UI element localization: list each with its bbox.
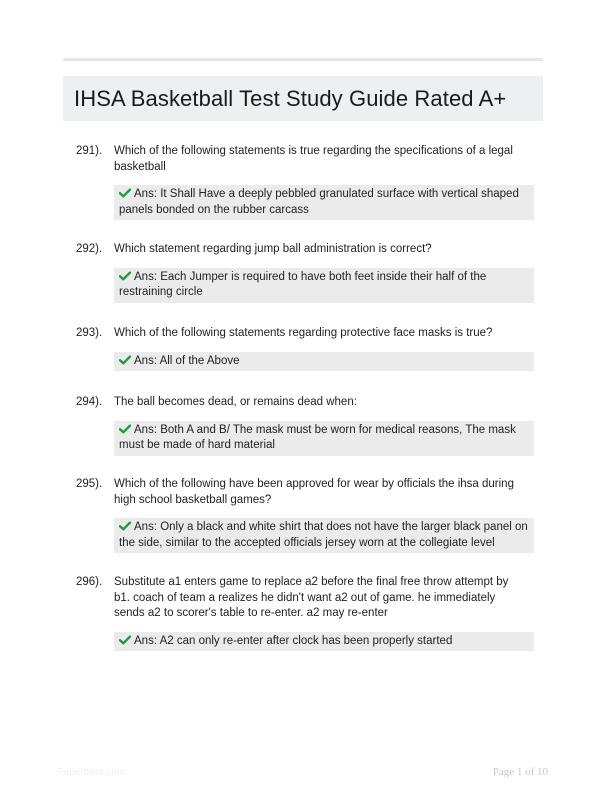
answer-box (114, 185, 534, 220)
checkmark-icon (119, 355, 131, 365)
answer-box (114, 632, 534, 652)
question-number: 292). (76, 243, 103, 255)
answer-text: Ans: It Shall Have a deeply pebbled granulated surface with vertical shaped panels bonded on the rubber carcass (119, 188, 519, 216)
question-number: 294). (76, 396, 103, 408)
checkmark-icon (119, 521, 131, 531)
top-divider (63, 58, 543, 61)
page-indicator: Page 1 of 10 (492, 766, 548, 778)
question-number: 291). (76, 145, 103, 157)
checkmark-icon (119, 635, 131, 645)
answer-text: Ans: All of the Above (134, 354, 240, 367)
answer-text: Ans: Only a black and white shirt that does not have the larger black panel on the side, similar to the accepted officials jersey worn at the collegiate level (119, 521, 528, 549)
answer-text: Ans: Each Jumper is required to have both feet inside their half of the restraining circle (119, 270, 487, 298)
checkmark-icon (119, 188, 131, 198)
qa-item-292 (63, 242, 543, 303)
checkmark-icon (119, 424, 131, 434)
answer-box (114, 352, 534, 372)
qa-item-296 (63, 575, 543, 651)
title-banner (63, 76, 543, 121)
question-text: The ball becomes dead, or remains dead when: (114, 396, 357, 408)
answer-box (114, 268, 534, 303)
qa-item-295 (63, 477, 543, 553)
question-text: Substitute a1 enters game to replace a2 before the final free throw attempt by b1. coach of team a realizes he didn't want a2 out of game. he immediately sends a2 to scorer's table to re-enter. a2 may re-enter (114, 576, 509, 619)
answer-box (114, 518, 534, 553)
answer-box (114, 421, 534, 456)
question-number: 293). (76, 327, 103, 339)
footer-watermark: Paperbliss.com (57, 767, 126, 778)
question-text: Which statement regarding jump ball administration is correct? (114, 243, 432, 255)
question-text: Which of the following statements is true regarding the specifications of a legal basketball (114, 145, 513, 173)
qa-item-294 (63, 395, 543, 456)
document-title: IHSA Basketball Test Study Guide Rated A+ (74, 85, 507, 111)
question-text: Which of the following statements regarding protective face masks is true? (114, 327, 493, 339)
checkmark-icon (119, 271, 131, 281)
question-number: 296). (76, 576, 103, 588)
answer-text: Ans: A2 can only re-enter after clock has been properly started (134, 634, 453, 647)
question-number: 295). (76, 478, 103, 490)
question-text: Which of the following have been approved for wear by officials the ihsa during high school basketball games? (114, 478, 514, 506)
qa-item-293 (63, 326, 543, 371)
qa-item-291 (63, 144, 543, 220)
answer-text: Ans: Both A and B/ The mask must be worn for medical reasons, The mask must be made of hard material (119, 423, 516, 451)
